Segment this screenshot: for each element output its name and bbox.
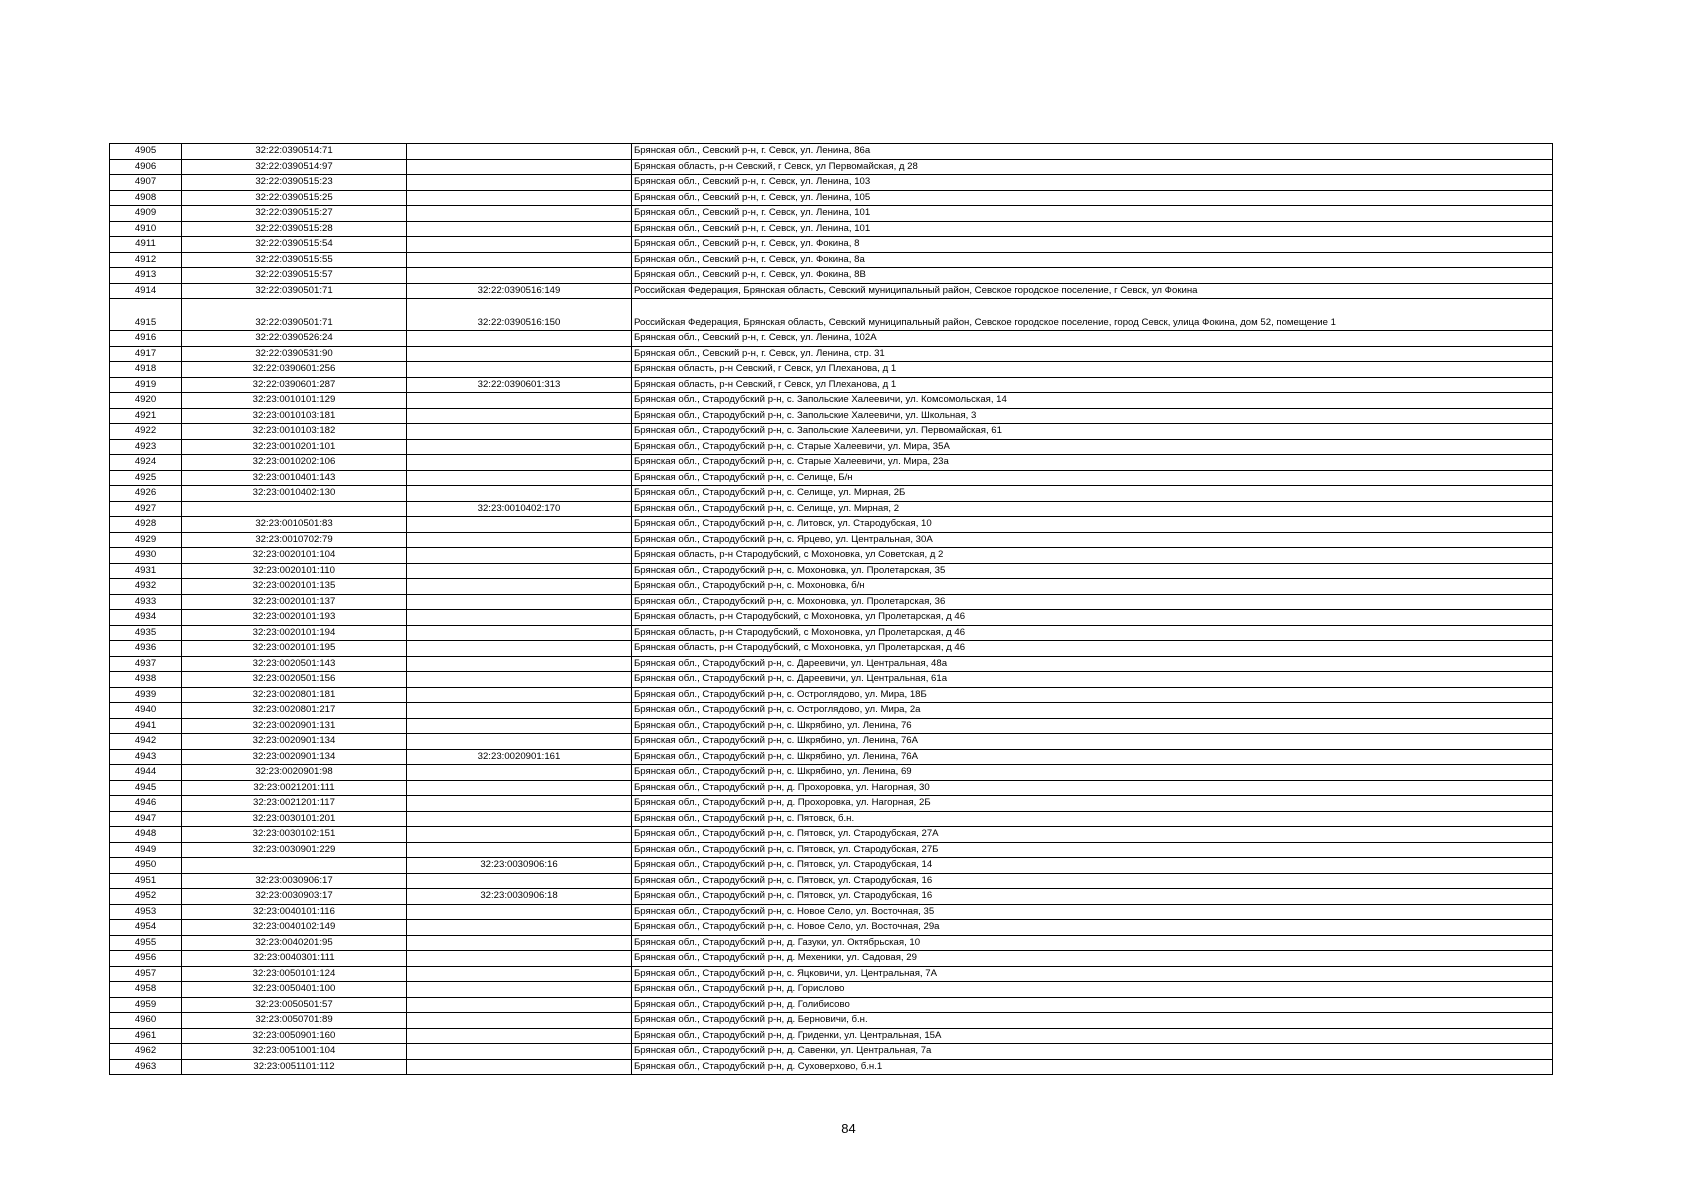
linked-cadastral-number-cell: 32:23:0030906:16 — [407, 858, 632, 874]
address-cell: Брянская обл., Стародубский р-н, д. Голибисово — [632, 997, 1553, 1013]
address-cell: Брянская обл., Стародубский р-н, с. Ярцево, ул. Центральная, 30А — [632, 532, 1553, 548]
table-row — [110, 703, 1553, 719]
linked-cadastral-number-cell — [407, 780, 632, 796]
row-number-cell: 4915 — [110, 299, 182, 331]
cadastral-number-cell: 32:23:0050501:57 — [182, 997, 407, 1013]
row-number-cell: 4912 — [110, 252, 182, 268]
linked-cadastral-number-cell — [407, 532, 632, 548]
linked-cadastral-number-cell — [407, 424, 632, 440]
address-cell: Брянская обл., Стародубский р-н, с. Запольские Халеевичи, ул. Школьная, 3 — [632, 408, 1553, 424]
table-row — [110, 997, 1553, 1013]
address-cell: Брянская обл., Севский р-н, г. Севск, ул. Фокина, 8а — [632, 252, 1553, 268]
address-cell: Брянская обл., Стародубский р-н, с. Шкрябино, ул. Ленина, 76 — [632, 718, 1553, 734]
address-cell: Брянская обл., Стародубский р-н, с. Селище, ул. Мирная, 2 — [632, 501, 1553, 517]
linked-cadastral-number-cell — [407, 439, 632, 455]
row-number-cell: 4935 — [110, 625, 182, 641]
linked-cadastral-number-cell — [407, 331, 632, 347]
address-cell: Брянская обл., Стародубский р-н, д. Суховерхово, б.н.1 — [632, 1059, 1553, 1075]
table-row — [110, 268, 1553, 284]
address-cell: Брянская обл., Стародубский р-н, с. Мохоновка, ул. Пролетарская, 35 — [632, 563, 1553, 579]
table-row — [110, 408, 1553, 424]
cadastral-number-cell — [182, 501, 407, 517]
address-cell: Брянская область, р-н Стародубский, с Мохоновка, ул Советская, д 2 — [632, 548, 1553, 564]
address-cell: Брянская обл., Севский р-н, г. Севск, ул. Ленина, 102А — [632, 331, 1553, 347]
linked-cadastral-number-cell: 32:23:0030906:18 — [407, 889, 632, 905]
address-cell: Брянская область, р-н Стародубский, с Мохоновка, ул Пролетарская, д 46 — [632, 625, 1553, 641]
row-number-cell: 4956 — [110, 951, 182, 967]
table-row — [110, 610, 1553, 626]
table-row — [110, 206, 1553, 222]
cadastral-number-cell: 32:23:0021201:117 — [182, 796, 407, 812]
cadastral-number-cell: 32:22:0390515:23 — [182, 175, 407, 191]
cadastral-number-cell: 32:23:0010103:182 — [182, 424, 407, 440]
address-cell: Брянская область, р-н Стародубский, с Мохоновка, ул Пролетарская, д 46 — [632, 610, 1553, 626]
address-cell: Брянская обл., Стародубский р-н, с. Шкрябино, ул. Ленина, 69 — [632, 765, 1553, 781]
linked-cadastral-number-cell — [407, 718, 632, 734]
row-number-cell: 4933 — [110, 594, 182, 610]
cadastral-number-cell: 32:22:0390531:90 — [182, 346, 407, 362]
row-number-cell: 4920 — [110, 393, 182, 409]
cadastral-number-cell: 32:22:0390514:71 — [182, 144, 407, 160]
linked-cadastral-number-cell — [407, 796, 632, 812]
row-number-cell: 4945 — [110, 780, 182, 796]
address-cell: Брянская обл., Стародубский р-н, с. Запольские Халеевичи, ул. Первомайская, 61 — [632, 424, 1553, 440]
table-row — [110, 951, 1553, 967]
row-number-cell: 4926 — [110, 486, 182, 502]
table-row — [110, 749, 1553, 765]
linked-cadastral-number-cell: 32:22:0390516:149 — [407, 283, 632, 299]
row-number-cell: 4962 — [110, 1044, 182, 1060]
row-number-cell: 4946 — [110, 796, 182, 812]
table-row — [110, 221, 1553, 237]
linked-cadastral-number-cell — [407, 687, 632, 703]
table-row — [110, 796, 1553, 812]
linked-cadastral-number-cell — [407, 610, 632, 626]
row-number-cell: 4948 — [110, 827, 182, 843]
row-number-cell: 4959 — [110, 997, 182, 1013]
linked-cadastral-number-cell — [407, 548, 632, 564]
cadastral-number-cell: 32:23:0050901:160 — [182, 1028, 407, 1044]
address-cell: Брянская обл., Стародубский р-н, с. Пятовск, б.н. — [632, 811, 1553, 827]
address-cell: Брянская обл., Стародубский р-н, с. Яцковичи, ул. Центральная, 7А — [632, 966, 1553, 982]
linked-cadastral-number-cell — [407, 175, 632, 191]
linked-cadastral-number-cell — [407, 1044, 632, 1060]
table-row — [110, 144, 1553, 160]
address-cell: Брянская обл., Стародубский р-н, с. Литовск, ул. Стародубская, 10 — [632, 517, 1553, 533]
linked-cadastral-number-cell: 32:22:0390601:313 — [407, 377, 632, 393]
cadastral-number-cell: 32:23:0020901:134 — [182, 734, 407, 750]
cadastral-number-cell: 32:23:0030903:17 — [182, 889, 407, 905]
cadastral-number-cell: 32:22:0390515:55 — [182, 252, 407, 268]
row-number-cell: 4960 — [110, 1013, 182, 1029]
linked-cadastral-number-cell: 32:23:0010402:170 — [407, 501, 632, 517]
address-cell: Брянская обл., Севский р-н, г. Севск, ул. Ленина, стр. 31 — [632, 346, 1553, 362]
property-table — [109, 143, 1553, 1075]
cadastral-number-cell: 32:22:0390515:57 — [182, 268, 407, 284]
address-cell: Брянская обл., Стародубский р-н, с. Селище, Б/н — [632, 470, 1553, 486]
address-cell: Брянская обл., Стародубский р-н, с. Селище, ул. Мирная, 2Б — [632, 486, 1553, 502]
address-cell: Брянская обл., Стародубский р-н, с. Пятовск, ул. Стародубская, 27А — [632, 827, 1553, 843]
row-number-cell: 4919 — [110, 377, 182, 393]
table-row — [110, 470, 1553, 486]
property-table-body — [110, 144, 1553, 1075]
address-cell: Брянская обл., Стародубский р-н, д. Гриденки, ул. Центральная, 15А — [632, 1028, 1553, 1044]
row-number-cell: 4963 — [110, 1059, 182, 1075]
row-number-cell: 4938 — [110, 672, 182, 688]
address-cell: Брянская обл., Стародубский р-н, д. Прохоровка, ул. Нагорная, 2Б — [632, 796, 1553, 812]
row-number-cell: 4922 — [110, 424, 182, 440]
row-number-cell: 4914 — [110, 283, 182, 299]
table-row — [110, 966, 1553, 982]
address-cell: Брянская обл., Стародубский р-н, д. Мехеники, ул. Садовая, 29 — [632, 951, 1553, 967]
linked-cadastral-number-cell — [407, 827, 632, 843]
row-number-cell: 4942 — [110, 734, 182, 750]
cadastral-number-cell: 32:23:0040102:149 — [182, 920, 407, 936]
linked-cadastral-number-cell — [407, 470, 632, 486]
row-number-cell: 4907 — [110, 175, 182, 191]
table-row — [110, 827, 1553, 843]
address-cell: Брянская обл., Стародубский р-н, с. Новое Село, ул. Восточная, 29а — [632, 920, 1553, 936]
linked-cadastral-number-cell — [407, 920, 632, 936]
address-cell: Брянская обл., Стародубский р-н, с. Шкрябино, ул. Ленина, 76А — [632, 749, 1553, 765]
cadastral-number-cell: 32:23:0051001:104 — [182, 1044, 407, 1060]
row-number-cell: 4952 — [110, 889, 182, 905]
table-row — [110, 780, 1553, 796]
table-row — [110, 175, 1553, 191]
row-number-cell: 4937 — [110, 656, 182, 672]
address-cell: Российская Федерация, Брянская область, Севский муниципальный район, Севское городское поселение, город Севск, улица Фокина, дом 52, помещение 1 — [632, 299, 1553, 331]
address-cell: Брянская обл., Севский р-н, г. Севск, ул. Ленина, 86а — [632, 144, 1553, 160]
cadastral-number-cell: 32:23:0050101:124 — [182, 966, 407, 982]
address-cell: Брянская обл., Севский р-н, г. Севск, ул. Ленина, 101 — [632, 206, 1553, 222]
row-number-cell: 4927 — [110, 501, 182, 517]
linked-cadastral-number-cell: 32:23:0020901:161 — [407, 749, 632, 765]
linked-cadastral-number-cell — [407, 935, 632, 951]
cadastral-number-cell: 32:23:0020101:135 — [182, 579, 407, 595]
table-row — [110, 159, 1553, 175]
address-cell: Брянская обл., Стародубский р-н, с. Старые Халеевичи, ул. Мира, 35А — [632, 439, 1553, 455]
linked-cadastral-number-cell — [407, 393, 632, 409]
row-number-cell: 4949 — [110, 842, 182, 858]
table-row — [110, 455, 1553, 471]
table-row — [110, 625, 1553, 641]
table-row — [110, 517, 1553, 533]
table-row — [110, 734, 1553, 750]
cadastral-number-cell: 32:23:0010501:83 — [182, 517, 407, 533]
row-number-cell: 4909 — [110, 206, 182, 222]
row-number-cell: 4923 — [110, 439, 182, 455]
address-cell: Брянская обл., Стародубский р-н, с. Дареевичи, ул. Центральная, 48а — [632, 656, 1553, 672]
linked-cadastral-number-cell — [407, 811, 632, 827]
row-number-cell: 4911 — [110, 237, 182, 253]
table-row — [110, 331, 1553, 347]
row-number-cell: 4908 — [110, 190, 182, 206]
row-number-cell: 4906 — [110, 159, 182, 175]
cadastral-number-cell: 32:23:0020901:98 — [182, 765, 407, 781]
linked-cadastral-number-cell: 32:22:0390516:150 — [407, 299, 632, 331]
linked-cadastral-number-cell — [407, 904, 632, 920]
cadastral-number-cell — [182, 858, 407, 874]
row-number-cell: 4955 — [110, 935, 182, 951]
cadastral-number-cell: 32:22:0390515:28 — [182, 221, 407, 237]
row-number-cell: 4931 — [110, 563, 182, 579]
linked-cadastral-number-cell — [407, 268, 632, 284]
row-number-cell: 4917 — [110, 346, 182, 362]
row-number-cell: 4961 — [110, 1028, 182, 1044]
cadastral-number-cell: 32:22:0390501:71 — [182, 283, 407, 299]
cadastral-number-cell: 32:23:0050701:89 — [182, 1013, 407, 1029]
cadastral-number-cell: 32:23:0020101:193 — [182, 610, 407, 626]
address-cell: Брянская обл., Стародубский р-н, с. Пятовск, ул. Стародубская, 16 — [632, 873, 1553, 889]
row-number-cell: 4950 — [110, 858, 182, 874]
linked-cadastral-number-cell — [407, 455, 632, 471]
cadastral-number-cell: 32:23:0051101:112 — [182, 1059, 407, 1075]
linked-cadastral-number-cell — [407, 1059, 632, 1075]
cadastral-number-cell: 32:23:0050401:100 — [182, 982, 407, 998]
linked-cadastral-number-cell — [407, 159, 632, 175]
linked-cadastral-number-cell — [407, 408, 632, 424]
linked-cadastral-number-cell — [407, 206, 632, 222]
linked-cadastral-number-cell — [407, 252, 632, 268]
address-cell: Брянская область, р-н Севский, г Севск, ул Плеханова, д 1 — [632, 377, 1553, 393]
linked-cadastral-number-cell — [407, 221, 632, 237]
cadastral-number-cell: 32:23:0010702:79 — [182, 532, 407, 548]
table-row — [110, 842, 1553, 858]
address-cell: Брянская обл., Севский р-н, г. Севск, ул. Ленина, 105 — [632, 190, 1553, 206]
linked-cadastral-number-cell — [407, 346, 632, 362]
cadastral-number-cell: 32:22:0390515:54 — [182, 237, 407, 253]
address-cell: Брянская обл., Стародубский р-н, д. Горислово — [632, 982, 1553, 998]
address-cell: Брянская обл., Стародубский р-н, д. Прохоровка, ул. Нагорная, 30 — [632, 780, 1553, 796]
table-row — [110, 873, 1553, 889]
row-number-cell: 4930 — [110, 548, 182, 564]
table-row — [110, 579, 1553, 595]
address-cell: Брянская область, р-н Севский, г Севск, ул Плеханова, д 1 — [632, 362, 1553, 378]
table-row — [110, 858, 1553, 874]
cadastral-number-cell: 32:23:0010201:101 — [182, 439, 407, 455]
address-cell: Брянская обл., Стародубский р-н, с. Новое Село, ул. Восточная, 35 — [632, 904, 1553, 920]
cadastral-number-cell: 32:23:0020801:217 — [182, 703, 407, 719]
table-row — [110, 656, 1553, 672]
cadastral-number-cell: 32:23:0020101:194 — [182, 625, 407, 641]
address-cell: Российская Федерация, Брянская область, Севский муниципальный район, Севское городское поселение, г Севск, ул Фокина — [632, 283, 1553, 299]
row-number-cell: 4932 — [110, 579, 182, 595]
cadastral-number-cell: 32:23:0030101:201 — [182, 811, 407, 827]
cadastral-number-cell: 32:23:0010103:181 — [182, 408, 407, 424]
table-row — [110, 362, 1553, 378]
row-number-cell: 4918 — [110, 362, 182, 378]
table-row — [110, 718, 1553, 734]
linked-cadastral-number-cell — [407, 594, 632, 610]
table-row — [110, 563, 1553, 579]
table-row — [110, 982, 1553, 998]
row-number-cell: 4924 — [110, 455, 182, 471]
table-row — [110, 346, 1553, 362]
cadastral-number-cell: 32:22:0390526:24 — [182, 331, 407, 347]
cadastral-number-cell: 32:23:0020101:137 — [182, 594, 407, 610]
table-row — [110, 1028, 1553, 1044]
cadastral-number-cell: 32:23:0040301:111 — [182, 951, 407, 967]
cadastral-number-cell: 32:23:0010401:143 — [182, 470, 407, 486]
address-cell: Брянская обл., Стародубский р-н, с. Мохоновка, б/н — [632, 579, 1553, 595]
table-row — [110, 594, 1553, 610]
row-number-cell: 4939 — [110, 687, 182, 703]
cadastral-number-cell: 32:23:0020101:104 — [182, 548, 407, 564]
address-cell: Брянская обл., Севский р-н, г. Севск, ул. Фокина, 8В — [632, 268, 1553, 284]
row-number-cell: 4957 — [110, 966, 182, 982]
linked-cadastral-number-cell — [407, 625, 632, 641]
row-number-cell: 4954 — [110, 920, 182, 936]
linked-cadastral-number-cell — [407, 563, 632, 579]
table-row — [110, 889, 1553, 905]
table-row — [110, 393, 1553, 409]
table-row — [110, 1044, 1553, 1060]
table-row — [110, 299, 1553, 331]
table-row — [110, 424, 1553, 440]
linked-cadastral-number-cell — [407, 486, 632, 502]
cadastral-number-cell: 32:23:0020501:156 — [182, 672, 407, 688]
table-row — [110, 532, 1553, 548]
address-cell: Брянская обл., Стародубский р-н, с. Остроглядово, ул. Мира, 2а — [632, 703, 1553, 719]
cadastral-number-cell: 32:22:0390601:256 — [182, 362, 407, 378]
address-cell: Брянская обл., Стародубский р-н, с. Старые Халеевичи, ул. Мира, 23а — [632, 455, 1553, 471]
row-number-cell: 4951 — [110, 873, 182, 889]
table-row — [110, 765, 1553, 781]
address-cell: Брянская обл., Стародубский р-н, с. Пятовск, ул. Стародубская, 14 — [632, 858, 1553, 874]
address-cell: Брянская область, р-н Стародубский, с Мохоновка, ул Пролетарская, д 46 — [632, 641, 1553, 657]
cadastral-number-cell: 32:23:0021201:111 — [182, 780, 407, 796]
linked-cadastral-number-cell — [407, 703, 632, 719]
table-row — [110, 672, 1553, 688]
table-row — [110, 190, 1553, 206]
linked-cadastral-number-cell — [407, 966, 632, 982]
table-row — [110, 920, 1553, 936]
linked-cadastral-number-cell — [407, 951, 632, 967]
table-row — [110, 439, 1553, 455]
cadastral-number-cell: 32:23:0020101:195 — [182, 641, 407, 657]
cadastral-number-cell: 32:23:0020101:110 — [182, 563, 407, 579]
cadastral-number-cell: 32:23:0020801:181 — [182, 687, 407, 703]
address-cell: Брянская область, р-н Севский, г Севск, ул Первомайская, д 28 — [632, 159, 1553, 175]
linked-cadastral-number-cell — [407, 672, 632, 688]
cadastral-number-cell: 32:23:0020901:134 — [182, 749, 407, 765]
row-number-cell: 4941 — [110, 718, 182, 734]
row-number-cell: 4943 — [110, 749, 182, 765]
cadastral-number-cell: 32:23:0030102:151 — [182, 827, 407, 843]
cadastral-number-cell: 32:23:0020501:143 — [182, 656, 407, 672]
row-number-cell: 4925 — [110, 470, 182, 486]
row-number-cell: 4936 — [110, 641, 182, 657]
page-number: 84 — [841, 1121, 856, 1136]
linked-cadastral-number-cell — [407, 362, 632, 378]
address-cell: Брянская обл., Севский р-н, г. Севск, ул. Ленина, 101 — [632, 221, 1553, 237]
address-cell: Брянская обл., Стародубский р-н, с. Остроглядово, ул. Мира, 18Б — [632, 687, 1553, 703]
table-row — [110, 641, 1553, 657]
linked-cadastral-number-cell — [407, 1028, 632, 1044]
linked-cadastral-number-cell — [407, 517, 632, 533]
cadastral-number-cell: 32:23:0030901:229 — [182, 842, 407, 858]
linked-cadastral-number-cell — [407, 765, 632, 781]
address-cell: Брянская обл., Стародубский р-н, д. Газуки, ул. Октябрьская, 10 — [632, 935, 1553, 951]
cadastral-number-cell: 32:22:0390601:287 — [182, 377, 407, 393]
address-cell: Брянская обл., Севский р-н, г. Севск, ул. Ленина, 103 — [632, 175, 1553, 191]
row-number-cell: 4913 — [110, 268, 182, 284]
table-row — [110, 935, 1553, 951]
row-number-cell: 4958 — [110, 982, 182, 998]
linked-cadastral-number-cell — [407, 873, 632, 889]
cadastral-number-cell: 32:23:0040201:95 — [182, 935, 407, 951]
address-cell: Брянская обл., Стародубский р-н, д. Берновичи, б.н. — [632, 1013, 1553, 1029]
table-row — [110, 811, 1553, 827]
cadastral-number-cell: 32:23:0030906:17 — [182, 873, 407, 889]
row-number-cell: 4953 — [110, 904, 182, 920]
cadastral-number-cell: 32:23:0040101:116 — [182, 904, 407, 920]
linked-cadastral-number-cell — [407, 1013, 632, 1029]
cadastral-number-cell: 32:22:0390501:71 — [182, 299, 407, 331]
linked-cadastral-number-cell — [407, 579, 632, 595]
table-row — [110, 283, 1553, 299]
linked-cadastral-number-cell — [407, 237, 632, 253]
table-row — [110, 377, 1553, 393]
linked-cadastral-number-cell — [407, 641, 632, 657]
row-number-cell: 4921 — [110, 408, 182, 424]
table-row — [110, 252, 1553, 268]
table-row — [110, 1013, 1553, 1029]
table-row — [110, 486, 1553, 502]
linked-cadastral-number-cell — [407, 144, 632, 160]
table-row — [110, 687, 1553, 703]
row-number-cell: 4910 — [110, 221, 182, 237]
address-cell: Брянская обл., Стародубский р-н, с. Мохоновка, ул. Пролетарская, 36 — [632, 594, 1553, 610]
row-number-cell: 4928 — [110, 517, 182, 533]
cadastral-number-cell: 32:22:0390514:97 — [182, 159, 407, 175]
row-number-cell: 4940 — [110, 703, 182, 719]
row-number-cell: 4934 — [110, 610, 182, 626]
address-cell: Брянская обл., Стародубский р-н, с. Пятовск, ул. Стародубская, 16 — [632, 889, 1553, 905]
cadastral-number-cell: 32:23:0010402:130 — [182, 486, 407, 502]
cadastral-number-cell: 32:23:0020901:131 — [182, 718, 407, 734]
address-cell: Брянская обл., Стародубский р-н, с. Дареевичи, ул. Центральная, 61а — [632, 672, 1553, 688]
table-row — [110, 1059, 1553, 1075]
address-cell: Брянская обл., Стародубский р-н, с. Пятовск, ул. Стародубская, 27Б — [632, 842, 1553, 858]
linked-cadastral-number-cell — [407, 997, 632, 1013]
linked-cadastral-number-cell — [407, 734, 632, 750]
row-number-cell: 4905 — [110, 144, 182, 160]
table-row — [110, 501, 1553, 517]
linked-cadastral-number-cell — [407, 190, 632, 206]
linked-cadastral-number-cell — [407, 842, 632, 858]
address-cell: Брянская обл., Стародубский р-н, с. Запольские Халеевичи, ул. Комсомольская, 14 — [632, 393, 1553, 409]
cadastral-number-cell: 32:22:0390515:27 — [182, 206, 407, 222]
row-number-cell: 4944 — [110, 765, 182, 781]
table-row — [110, 237, 1553, 253]
row-number-cell: 4947 — [110, 811, 182, 827]
address-cell: Брянская обл., Севский р-н, г. Севск, ул. Фокина, 8 — [632, 237, 1553, 253]
address-cell: Брянская обл., Стародубский р-н, с. Шкрябино, ул. Ленина, 76А — [632, 734, 1553, 750]
row-number-cell: 4929 — [110, 532, 182, 548]
address-cell: Брянская обл., Стародубский р-н, д. Савенки, ул. Центральная, 7а — [632, 1044, 1553, 1060]
cadastral-number-cell: 32:22:0390515:25 — [182, 190, 407, 206]
cadastral-number-cell: 32:23:0010202:106 — [182, 455, 407, 471]
cadastral-number-cell: 32:23:0010101:129 — [182, 393, 407, 409]
row-number-cell: 4916 — [110, 331, 182, 347]
table-row — [110, 548, 1553, 564]
table-row — [110, 904, 1553, 920]
linked-cadastral-number-cell — [407, 982, 632, 998]
linked-cadastral-number-cell — [407, 656, 632, 672]
